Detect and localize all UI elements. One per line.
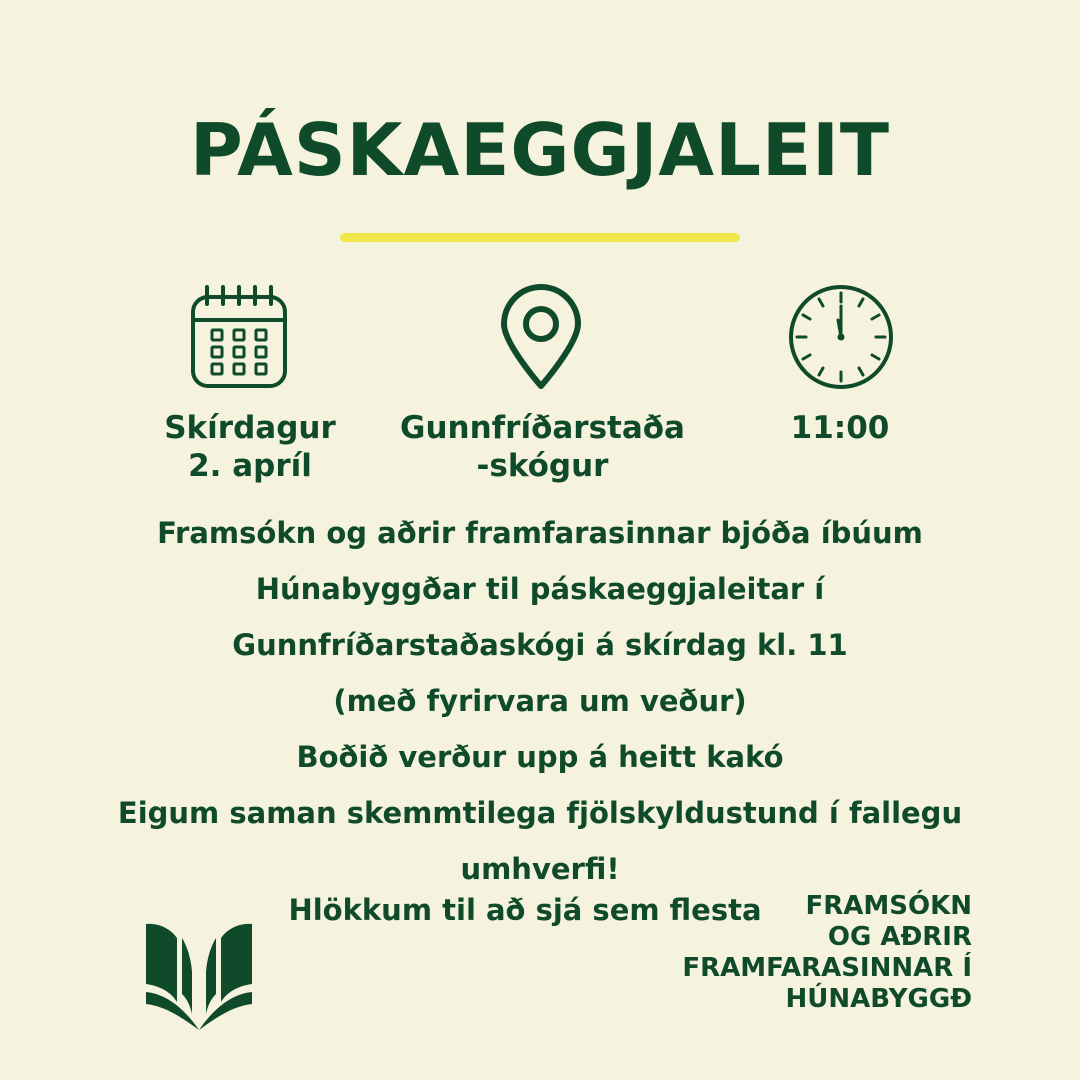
org-line: OG AÐRIR [827, 922, 972, 952]
description-line: Húnabyggðar til páskaeggjaleitar í [255, 572, 825, 606]
calendar-icon [190, 284, 288, 390]
org-line: HÚNABYGGÐ [785, 984, 972, 1014]
closing-text: Hlökkum til að sjá sem flesta [288, 893, 762, 927]
time-label [740, 409, 940, 447]
title-underline [340, 233, 740, 242]
location-label [370, 409, 715, 485]
description-line: umhverfi! [460, 852, 620, 886]
date-line-1: Skírdagur [164, 410, 336, 446]
event-description [80, 505, 1000, 897]
date-label [120, 409, 380, 485]
description-line: (með fyrirvara um veður) [333, 684, 747, 718]
org-line: FRAMSÓKN [805, 891, 972, 921]
page-title: PÁSKAEGGJALEIT [189, 108, 891, 192]
org-line: FRAMFARASINNAR Í [682, 953, 972, 983]
location-pin-icon [498, 284, 584, 390]
organization-name [640, 891, 972, 1015]
location-line-1: Gunnfríðarstaða [400, 410, 685, 446]
location-line-2: -skógur [476, 448, 609, 484]
description-line: Gunnfríðarstaðaskógi á skírdag kl. 11 [232, 628, 848, 662]
description-line: Eigum saman skemmtilega fjölskyldustund í fallegu [117, 796, 963, 830]
framsokn-logo [146, 918, 252, 1030]
description-line: Framsókn og aðrir framfarasinnar bjóða íbúum [157, 516, 923, 550]
description-line: Boðið verður upp á heitt kakó [296, 740, 784, 774]
date-line-2: 2. apríl [188, 448, 312, 484]
time-line-1: 11:00 [790, 410, 890, 446]
clock-icon [788, 284, 894, 390]
